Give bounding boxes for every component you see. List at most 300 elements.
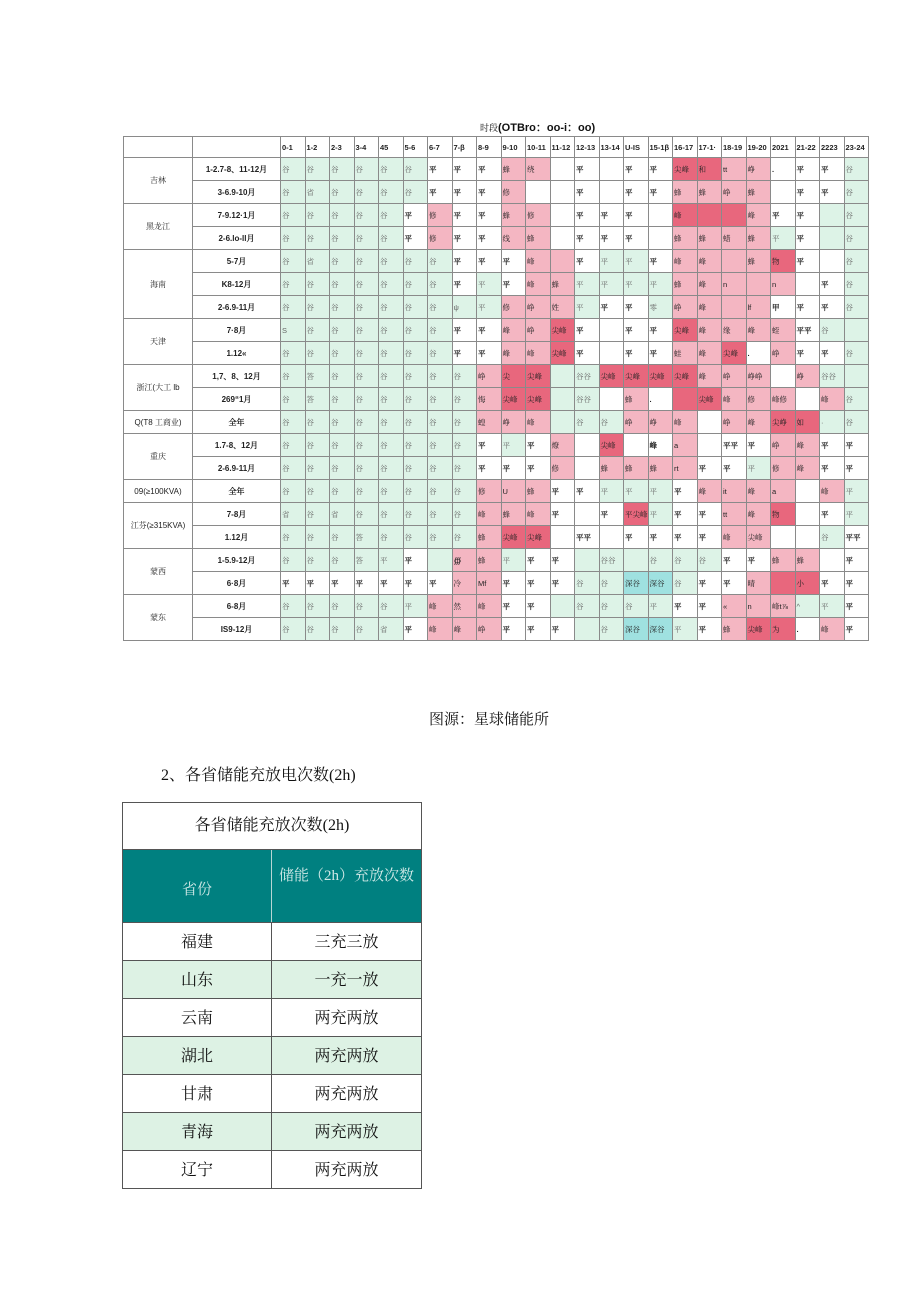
schedule-title [480, 119, 595, 135]
period-cell: 省 [330, 503, 355, 526]
period-cell: 峰 [673, 250, 698, 273]
period-cell: 平 [673, 480, 698, 503]
period-cell: 修 [501, 181, 526, 204]
period-cell: 平 [379, 572, 404, 595]
period-cell: 平 [673, 526, 698, 549]
period-cell: 平 [648, 250, 673, 273]
period-cell: 平 [746, 457, 771, 480]
period-cell: 平 [624, 250, 649, 273]
period-cell: 谷 [281, 365, 306, 388]
period-cell: 峰 [697, 319, 722, 342]
period-cell: 线 [501, 227, 526, 250]
period-cell: 平 [575, 204, 600, 227]
period-cell: 修 [501, 296, 526, 319]
period-cell: 谷 [575, 572, 600, 595]
period-cell: 平 [624, 319, 649, 342]
period-cell: 平 [624, 273, 649, 296]
province-name: 辽宁 [123, 1151, 272, 1188]
period-cell: 平 [477, 204, 502, 227]
period-cell: 尖峰 [526, 388, 551, 411]
period-cell: 谷 [354, 388, 379, 411]
period-cell: 蜂 [722, 618, 747, 641]
period-cell: 谷 [403, 388, 428, 411]
period-cell: 深谷 [648, 618, 673, 641]
period-cell: 峰 [526, 273, 551, 296]
period-cell: 峰 [746, 480, 771, 503]
hour-header: U-IS [624, 137, 649, 158]
period-cell: n [722, 273, 747, 296]
period-cell [599, 181, 624, 204]
period-cell: 谷 [379, 526, 404, 549]
period-cell [820, 227, 845, 250]
period-cell: 谷 [379, 342, 404, 365]
period-cell: 峰 [697, 273, 722, 296]
period-cell: 谷 [403, 365, 428, 388]
period-cell: 峰 [820, 480, 845, 503]
period-cell: 平 [697, 503, 722, 526]
period-cell: 谷 [452, 365, 477, 388]
period-cell: 平 [722, 457, 747, 480]
hour-header: 45 [379, 137, 404, 158]
period-cell: 峰 [697, 296, 722, 319]
period-cell: 谷 [379, 457, 404, 480]
period-cell: 谷 [281, 618, 306, 641]
period-cell [599, 158, 624, 181]
period-cell: 峥 [746, 158, 771, 181]
schedule-row [124, 595, 869, 618]
period-cell: 谷 [820, 526, 845, 549]
charge-cycles-value: 两充两放 [314, 1010, 379, 1027]
hour-header: 1-2 [305, 137, 330, 158]
period-cell: 平 [624, 204, 649, 227]
period-cell: 平 [575, 342, 600, 365]
period-cell: 平平 [795, 319, 820, 342]
period-cell: 蜂 [648, 457, 673, 480]
period-cell: 谷 [403, 411, 428, 434]
period-cell: 谷 [624, 595, 649, 618]
period-cell: 谷 [379, 273, 404, 296]
period-cell: 谷 [281, 526, 306, 549]
period-cell: 平 [795, 296, 820, 319]
period-cell: 蜂 [624, 457, 649, 480]
tou-schedule-table [123, 136, 869, 641]
period-cell: 平 [575, 227, 600, 250]
period-cell [771, 572, 796, 595]
period-cell: 平 [697, 457, 722, 480]
period-cell: 尖峰 [501, 526, 526, 549]
province-cell: 海南 [124, 250, 193, 319]
hour-header: 9-10 [501, 137, 526, 158]
hour-header: 21-22 [795, 137, 820, 158]
period-cell: 平 [403, 618, 428, 641]
period-cell [844, 319, 869, 342]
period-cell: . [795, 618, 820, 641]
period-cell: 谷 [305, 526, 330, 549]
period-cell: 峥 [501, 411, 526, 434]
period-cell: 平 [795, 204, 820, 227]
period-cell: 晴 [746, 572, 771, 595]
period-cell: 平 [648, 503, 673, 526]
period-cell: 修 [428, 204, 453, 227]
period-cell: 尖峰 [722, 342, 747, 365]
period-cell: 峰 [452, 618, 477, 641]
period-cell: 谷 [330, 227, 355, 250]
period-cell: 谷 [673, 572, 698, 595]
period-cell: 谷 [648, 549, 673, 572]
charge-table-rows [123, 922, 421, 1188]
charge-table-row [123, 960, 421, 998]
period-cell: 平 [501, 618, 526, 641]
period-cell: 平 [820, 296, 845, 319]
period-cell: 谷 [452, 411, 477, 434]
period-cell: 谷 [354, 480, 379, 503]
period-cell: 谷 [354, 181, 379, 204]
period-cell: 峰 [697, 342, 722, 365]
period-cell: 平 [820, 595, 845, 618]
period-cell: 平 [501, 250, 526, 273]
period-cell: 谷 [281, 250, 306, 273]
period-cell: 谷 [330, 388, 355, 411]
period-cell: 谷 [330, 411, 355, 434]
period-cell: 平 [477, 227, 502, 250]
period-cell: 谷 [428, 457, 453, 480]
period-cell [820, 250, 845, 273]
period-cell: 谷 [281, 273, 306, 296]
period-cell [624, 549, 649, 572]
period-cell: 谷 [330, 549, 355, 572]
period-cell [599, 342, 624, 365]
period-cell: 平 [648, 158, 673, 181]
header-province: 省份 [123, 850, 272, 922]
period-cell: 平 [428, 181, 453, 204]
period-cell: 谷 [281, 158, 306, 181]
period-cell: 谷 [403, 181, 428, 204]
period-cell: 谷 [330, 618, 355, 641]
period-cell: 蜂 [624, 388, 649, 411]
period-cell: 平 [599, 204, 624, 227]
period-cell: 平 [501, 595, 526, 618]
period-cell: 谷 [428, 411, 453, 434]
period-cell: 平 [722, 549, 747, 572]
period-cell: 蜂 [746, 250, 771, 273]
charge-cycles-value: 一充一放 [314, 972, 379, 989]
period-cell: 谷谷 [575, 388, 600, 411]
period-cell: 峰 [697, 365, 722, 388]
period-cell: 蜂 [771, 549, 796, 572]
period-cell: 峥 [477, 618, 502, 641]
period-cell: 平平 [575, 526, 600, 549]
charge-cycles-value: 两充两放 [314, 1086, 379, 1103]
hour-header: 2021 [771, 137, 796, 158]
period-cell: 谷 [403, 158, 428, 181]
province-name: 云南 [123, 999, 272, 1036]
months-cell: 2-6.9-11月 [193, 457, 281, 480]
months-cell: 1-2.7-8、11-12月 [193, 158, 281, 181]
period-cell [820, 549, 845, 572]
period-cell: 峥 [771, 434, 796, 457]
period-cell: 平 [648, 526, 673, 549]
period-cell: 峰 [501, 319, 526, 342]
period-cell: 峥 [722, 181, 747, 204]
period-cell: 尖峰 [550, 342, 575, 365]
period-cell: 尖峰 [673, 365, 698, 388]
period-cell: 姓 [550, 296, 575, 319]
period-cell: n [746, 595, 771, 618]
period-cell: 平 [697, 526, 722, 549]
period-cell [844, 365, 869, 388]
period-cell: 平 [795, 227, 820, 250]
hour-header: 5-6 [403, 137, 428, 158]
period-cell: 谷 [354, 434, 379, 457]
period-cell: 平 [624, 526, 649, 549]
hours-header-row [124, 137, 869, 158]
period-cell: 峥峥 [746, 365, 771, 388]
period-cell: 谷 [330, 595, 355, 618]
period-cell: 谷 [354, 365, 379, 388]
period-cell: 尖峰 [599, 365, 624, 388]
period-cell [575, 549, 600, 572]
period-cell: 峰 [673, 411, 698, 434]
period-cell [550, 365, 575, 388]
period-cell: 谷 [305, 319, 330, 342]
schedule-row [124, 319, 869, 342]
period-cell: 蝗 [477, 411, 502, 434]
period-cell: 峥 [477, 365, 502, 388]
period-cell: 峰 [697, 250, 722, 273]
period-cell: 谷 [403, 296, 428, 319]
period-cell: 谷 [428, 365, 453, 388]
schedule-row [124, 480, 869, 503]
schedule-row [124, 250, 869, 273]
period-cell: 平 [844, 572, 869, 595]
period-cell: 谷 [330, 319, 355, 342]
province-cell: 江芬(≥315KVA) [124, 503, 193, 549]
period-cell: 平 [550, 572, 575, 595]
period-cell: 平 [746, 549, 771, 572]
months-cell: IS9-12月 [193, 618, 281, 641]
period-cell [771, 181, 796, 204]
period-cell: · [820, 411, 845, 434]
period-cell [795, 526, 820, 549]
period-cell: 谷 [305, 503, 330, 526]
period-cell [722, 204, 747, 227]
period-cell: 谷 [844, 227, 869, 250]
figure-caption: 图源：星球储能所 [429, 712, 550, 728]
period-cell: 平 [477, 342, 502, 365]
period-cell: 尖峰 [526, 526, 551, 549]
period-cell: 平 [452, 227, 477, 250]
period-cell: 谷 [599, 618, 624, 641]
period-cell: 谷 [844, 204, 869, 227]
period-cell: 谷 [354, 342, 379, 365]
period-cell: 小 [795, 572, 820, 595]
period-cell: 平 [575, 296, 600, 319]
months-cell: 5-7月 [193, 250, 281, 273]
period-cell: 谷 [281, 342, 306, 365]
period-cell: 谷 [844, 342, 869, 365]
period-cell: 谷 [599, 411, 624, 434]
charge-table-row [123, 1074, 421, 1112]
section-heading: 2、各省储能充放电次数(2h) [161, 767, 356, 784]
period-cell: 谷 [305, 204, 330, 227]
period-cell: 平 [844, 434, 869, 457]
period-cell: 平 [477, 158, 502, 181]
tou-schedule-body [124, 137, 869, 641]
period-cell: 蜂 [477, 549, 502, 572]
period-cell: 谷 [844, 250, 869, 273]
period-cell: 为 [771, 618, 796, 641]
period-cell: 谷 [403, 503, 428, 526]
period-cell [624, 434, 649, 457]
period-cell: 谷 [330, 480, 355, 503]
province-name: 湖北 [123, 1037, 272, 1074]
charge-table-row [123, 1112, 421, 1150]
period-cell: 峰t⅞ [771, 595, 796, 618]
period-cell: 平 [844, 503, 869, 526]
period-cell: 和 [697, 158, 722, 181]
period-cell: 修 [477, 480, 502, 503]
period-cell [795, 388, 820, 411]
period-cell: 平 [673, 595, 698, 618]
period-cell: 蛭 [771, 319, 796, 342]
period-cell: 谷 [428, 250, 453, 273]
period-cell: 谷 [379, 411, 404, 434]
period-cell: 蜂 [673, 181, 698, 204]
period-cell: 谷 [330, 181, 355, 204]
period-cell: 谷 [281, 549, 306, 572]
period-cell: 平 [771, 227, 796, 250]
period-cell: 谷 [403, 273, 428, 296]
period-cell: 谷 [428, 503, 453, 526]
period-cell: 蜂 [746, 181, 771, 204]
period-cell [550, 250, 575, 273]
period-cell: 修 [428, 227, 453, 250]
period-cell: 谷 [281, 457, 306, 480]
hour-header: 2-3 [330, 137, 355, 158]
period-cell: 谷 [354, 250, 379, 273]
province-cell: 09(≥100KVA) [124, 480, 193, 503]
period-cell [599, 388, 624, 411]
months-cell: 7·8月 [193, 319, 281, 342]
period-cell: 峰 [477, 595, 502, 618]
period-cell: 蜂 [673, 273, 698, 296]
period-cell: 谷 [599, 595, 624, 618]
period-cell: 蜂 [501, 204, 526, 227]
period-cell: 平 [697, 572, 722, 595]
period-cell: 谷 [330, 457, 355, 480]
period-cell: 平平 [844, 526, 869, 549]
hour-header: 7-β [452, 137, 477, 158]
period-cell [697, 411, 722, 434]
province-name: 福建 [123, 923, 272, 960]
period-cell: 蜂 [477, 526, 502, 549]
period-cell: 峰 [526, 411, 551, 434]
period-cell: 平 [575, 181, 600, 204]
period-cell: 峰 [526, 503, 551, 526]
province-name: 甘肃 [123, 1075, 272, 1112]
period-cell: 峰 [428, 618, 453, 641]
period-cell: 平 [403, 595, 428, 618]
period-cell: 平 [746, 434, 771, 457]
months-cell: 269“1月 [193, 388, 281, 411]
charge-table-header [123, 850, 421, 922]
period-cell: 谷 [281, 411, 306, 434]
period-cell: 峰 [673, 204, 698, 227]
period-cell: 平 [526, 434, 551, 457]
period-cell: 峰 [722, 526, 747, 549]
period-cell: 谷 [354, 296, 379, 319]
period-cell: 平 [550, 503, 575, 526]
period-cell: 平 [599, 227, 624, 250]
period-cell: 蜂 [501, 503, 526, 526]
period-cell: 蜂 [501, 158, 526, 181]
period-cell: 峥 [722, 411, 747, 434]
period-cell: 谷 [330, 250, 355, 273]
period-cell: 谷谷 [820, 365, 845, 388]
period-cell: 谷 [452, 434, 477, 457]
period-cell: 峰 [746, 411, 771, 434]
period-cell: 谷 [379, 480, 404, 503]
period-cell: 物 [771, 250, 796, 273]
schedule-row [124, 342, 869, 365]
period-cell: 谷 [403, 250, 428, 273]
months-cell: 1-5.9-12月 [193, 549, 281, 572]
hour-header: 23-24 [844, 137, 869, 158]
charge-table-row [123, 998, 421, 1036]
header-cycles: 储能（2h）充放次数 [278, 868, 414, 884]
period-cell: 蜂 [697, 227, 722, 250]
period-cell: rt [673, 457, 698, 480]
period-cell: 谷 [281, 227, 306, 250]
period-cell: 修 [526, 204, 551, 227]
period-cell [820, 204, 845, 227]
period-cell: 尖峰 [550, 319, 575, 342]
period-cell: 峰 [722, 388, 747, 411]
period-cell: 平 [795, 250, 820, 273]
period-cell: 谷 [697, 549, 722, 572]
period-cell: 谷 [281, 204, 306, 227]
period-cell: 峰 [746, 204, 771, 227]
period-cell: 谷 [305, 595, 330, 618]
months-cell: 2-6.lo-ll月 [193, 227, 281, 250]
period-cell: 谷 [305, 457, 330, 480]
period-cell: 谷 [354, 503, 379, 526]
period-cell: S [281, 319, 306, 342]
period-cell: 省 [379, 618, 404, 641]
period-cell [550, 227, 575, 250]
period-cell: 谷 [379, 250, 404, 273]
period-cell: 谷 [379, 595, 404, 618]
period-cell: 平 [452, 319, 477, 342]
period-cell: it [722, 480, 747, 503]
period-cell: ψ [452, 296, 477, 319]
hour-header: 0-1 [281, 137, 306, 158]
period-cell: . [746, 342, 771, 365]
period-cell: 谷 [330, 273, 355, 296]
period-cell: 蜂 [599, 457, 624, 480]
period-cell: 谷 [281, 296, 306, 319]
period-cell: 尖峰 [697, 388, 722, 411]
period-cell: 平 [477, 273, 502, 296]
period-cell: 平 [330, 572, 355, 595]
period-cell: 谷 [305, 411, 330, 434]
period-cell: 平 [697, 618, 722, 641]
hour-header: 6-7 [428, 137, 453, 158]
period-cell: « [722, 595, 747, 618]
hour-header: 16-17 [673, 137, 698, 158]
period-cell: 谷 [428, 388, 453, 411]
period-cell [648, 227, 673, 250]
